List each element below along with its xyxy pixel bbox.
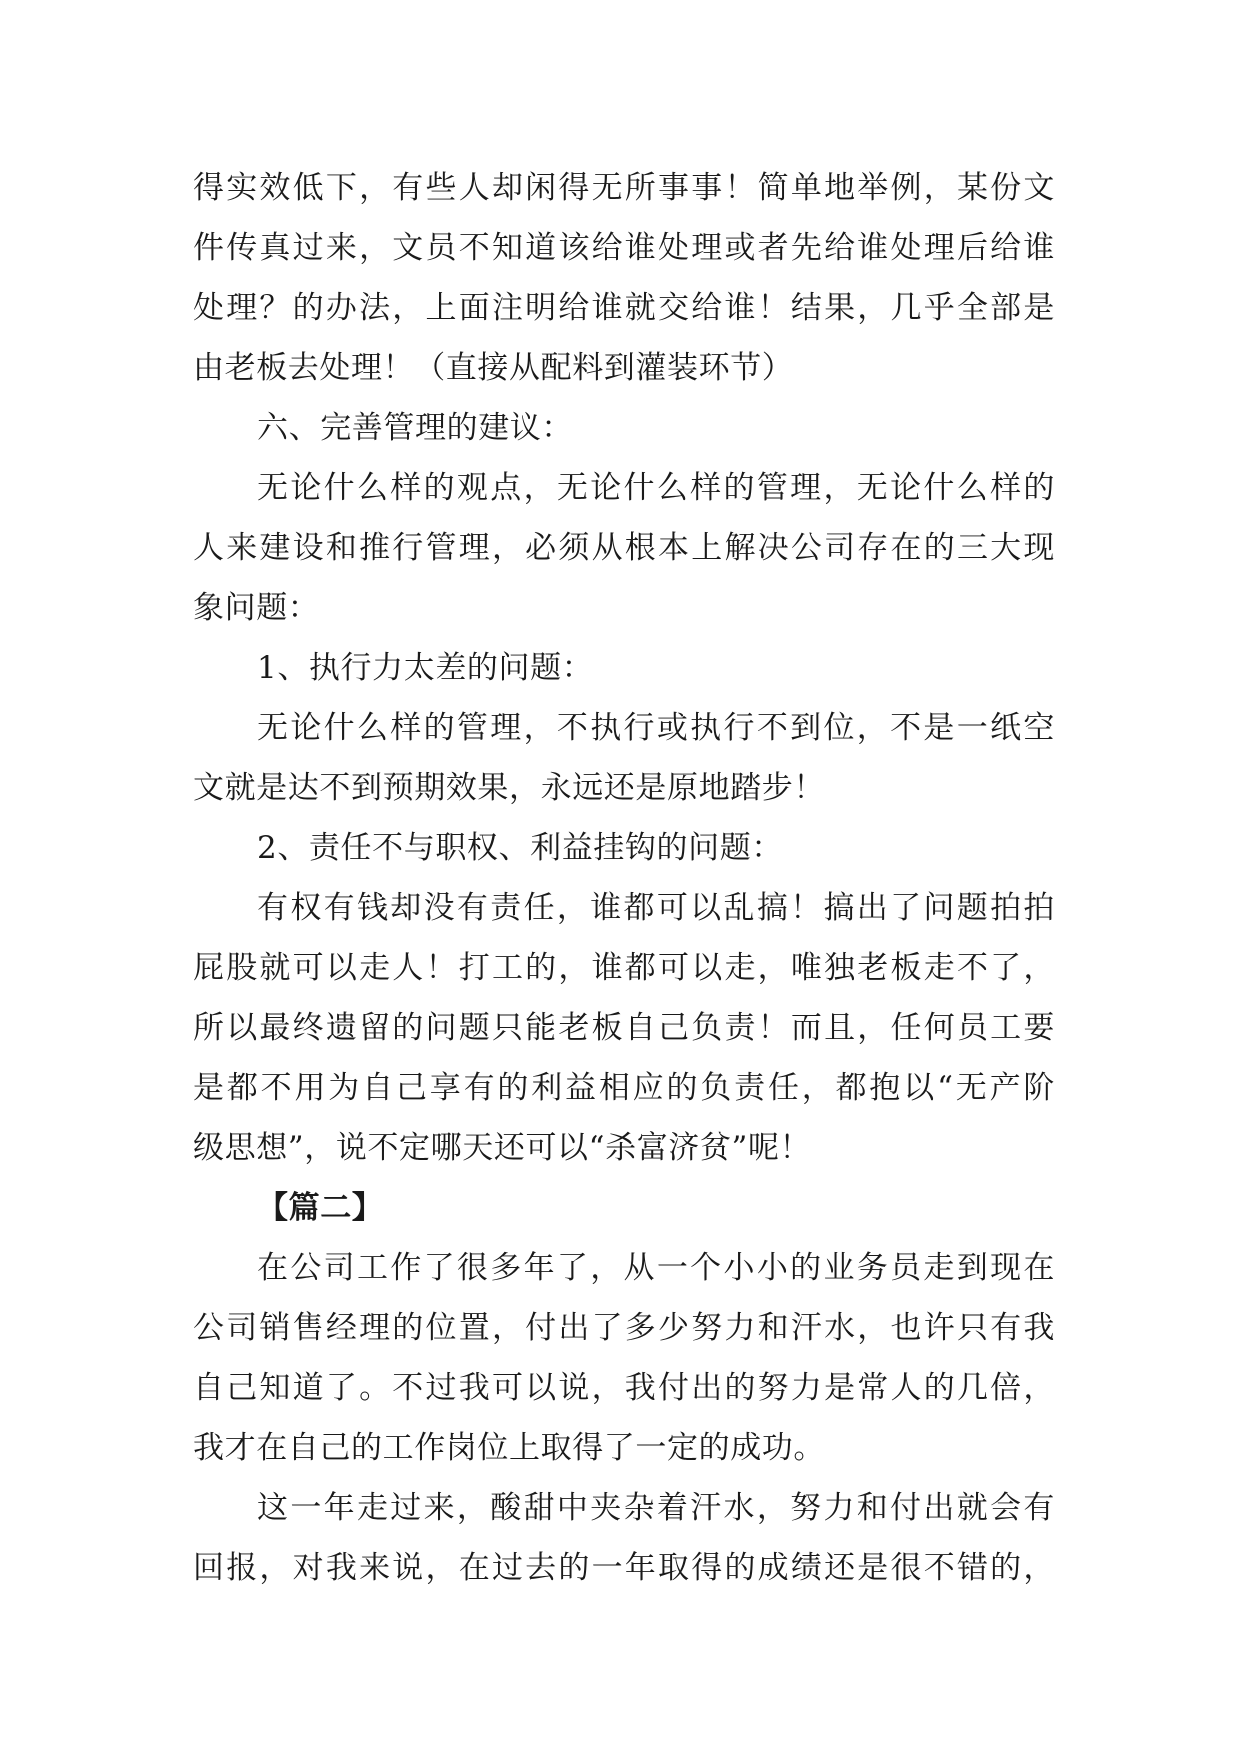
paragraph-first-line: 这一年走过来，酸甜中夹杂着汗水，努力和付出就会有 — [257, 1490, 1055, 1526]
text-line: 得实效低下，有些人却闲得无所事事！简单地举例，某份文 — [193, 170, 1055, 206]
text-line: 回报，对我来说，在过去的一年取得的成绩还是很不错的， — [193, 1550, 1055, 1586]
part-heading: 【篇二】 — [257, 1190, 384, 1226]
paragraph-first-line: 在公司工作了很多年了，从一个小小的业务员走到现在 — [257, 1250, 1055, 1286]
text-line: 由老板去处理！（直接从配料到灌装环节） — [193, 350, 794, 386]
text-line: 屁股就可以走人！打工的，谁都可以走，唯独老板走不了， — [193, 950, 1055, 986]
text-line: 所以最终遗留的问题只能老板自己负责！而且，任何员工要 — [193, 1010, 1055, 1046]
paragraph-first-line: 有权有钱却没有责任，谁都可以乱搞！搞出了问题拍拍 — [257, 890, 1055, 926]
text-line: 自己知道了。不过我可以说，我付出的努力是常人的几倍， — [193, 1370, 1055, 1406]
text-line: 级思想”，说不定哪天还可以“杀富济贫”呢！ — [193, 1130, 812, 1166]
text-line: 文就是达不到预期效果，永远还是原地踏步！ — [193, 770, 825, 806]
text-line: 件传真过来，文员不知道该给谁处理或者先给谁处理后给谁 — [193, 230, 1055, 266]
document-page — [193, 158, 1055, 1598]
text-line: 公司销售经理的位置，付出了多少努力和汗水，也许只有我 — [193, 1310, 1055, 1346]
section-heading: 六、完善管理的建议： — [257, 410, 573, 446]
paragraph-first-line: 无论什么样的观点，无论什么样的管理，无论什么样的 — [257, 470, 1055, 506]
paragraph-first-line: 无论什么样的管理，不执行或执行不到位，不是一纸空 — [257, 710, 1055, 746]
text-line: 是都不用为自己享有的利益相应的负责任，都抱以“无产阶 — [193, 1070, 1055, 1106]
text-line: 处理？的办法，上面注明给谁就交给谁！结果，几乎全部是 — [193, 290, 1055, 326]
text-line: 人来建设和推行管理，必须从根本上解决公司存在的三大现 — [193, 530, 1055, 566]
subsection-heading: 2、责任不与职权、利益挂钩的问题： — [257, 830, 783, 866]
text-line: 象问题： — [193, 590, 320, 626]
text-line: 我才在自己的工作岗位上取得了一定的成功。 — [193, 1430, 825, 1466]
subsection-heading: 1、执行力太差的问题： — [257, 650, 594, 686]
